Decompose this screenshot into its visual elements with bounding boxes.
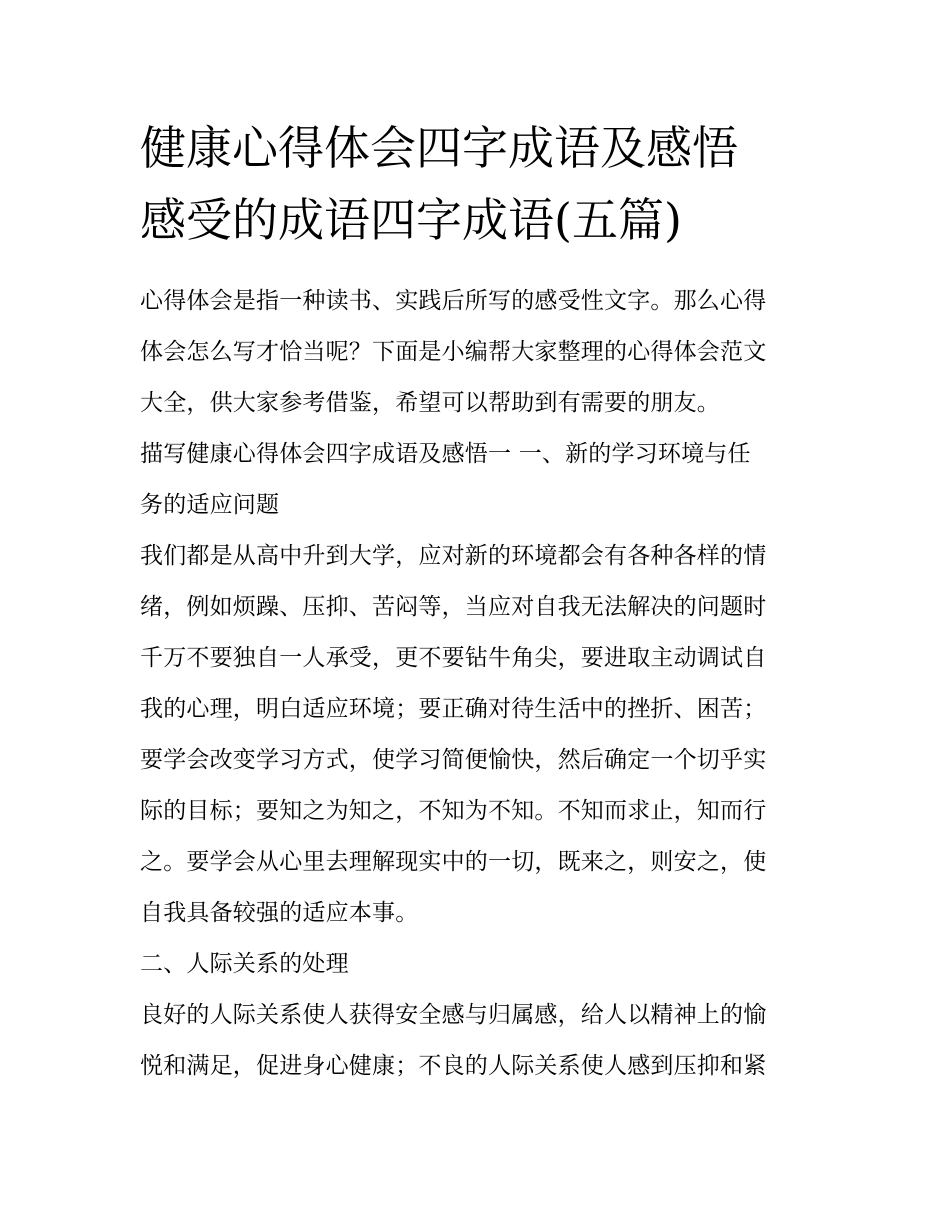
- document-title: [140, 112, 820, 256]
- text-line: 悦和满足，促进身心健康；不良的人际关系使人感到压抑和紧: [140, 1053, 767, 1079]
- body-paragraph: [140, 531, 820, 939]
- text-line: 大全，供大家参考借鉴，希望可以帮助到有需要的朋友。: [140, 390, 720, 416]
- text-line: 要学会改变学习方式，使学习简便愉快，然后确定一个切乎实: [140, 747, 767, 773]
- intro-paragraph: [140, 276, 820, 429]
- document-body: [140, 276, 820, 1092]
- section-heading: [140, 429, 820, 531]
- text-line: 之。要学会从心里去理解现实中的一切，既来之，则安之，使: [140, 849, 767, 875]
- body-paragraph: [140, 990, 820, 1092]
- text-line: 我们都是从高中升到大学，应对新的环境都会有各种各样的情: [140, 543, 767, 569]
- text-line: 务的适应问题: [140, 492, 280, 518]
- text-line: 良好的人际关系使人获得安全感与归属感，给人以精神上的愉: [140, 1002, 767, 1028]
- text-line: 自我具备较强的适应本事。: [140, 900, 419, 926]
- text-line: 体会怎么写才恰当呢？下面是小编帮大家整理的心得体会范文: [140, 339, 767, 365]
- text-line: 千万不要独自一人承受，更不要钻牛角尖，要进取主动调试自: [140, 645, 767, 671]
- text-line: 二、人际关系的处理: [140, 951, 349, 977]
- title-line: 感受的成语四字成语(五篇): [140, 193, 682, 247]
- text-line: 心得体会是指一种读书、实践后所写的感受性文字。那么心得: [140, 288, 767, 314]
- text-line: 描写健康心得体会四字成语及感悟一 一、新的学习环境与任: [140, 441, 751, 467]
- text-line: 我的心理，明白适应环境；要正确对待生活中的挫折、困苦；: [140, 696, 767, 722]
- title-line: 健康心得体会四字成语及感悟: [140, 121, 738, 175]
- section-heading: [140, 939, 820, 990]
- text-line: 际的目标；要知之为知之，不知为不知。不知而求止，知而行: [140, 798, 767, 824]
- text-line: 绪，例如烦躁、压抑、苦闷等，当应对自我无法解决的问题时: [140, 594, 767, 620]
